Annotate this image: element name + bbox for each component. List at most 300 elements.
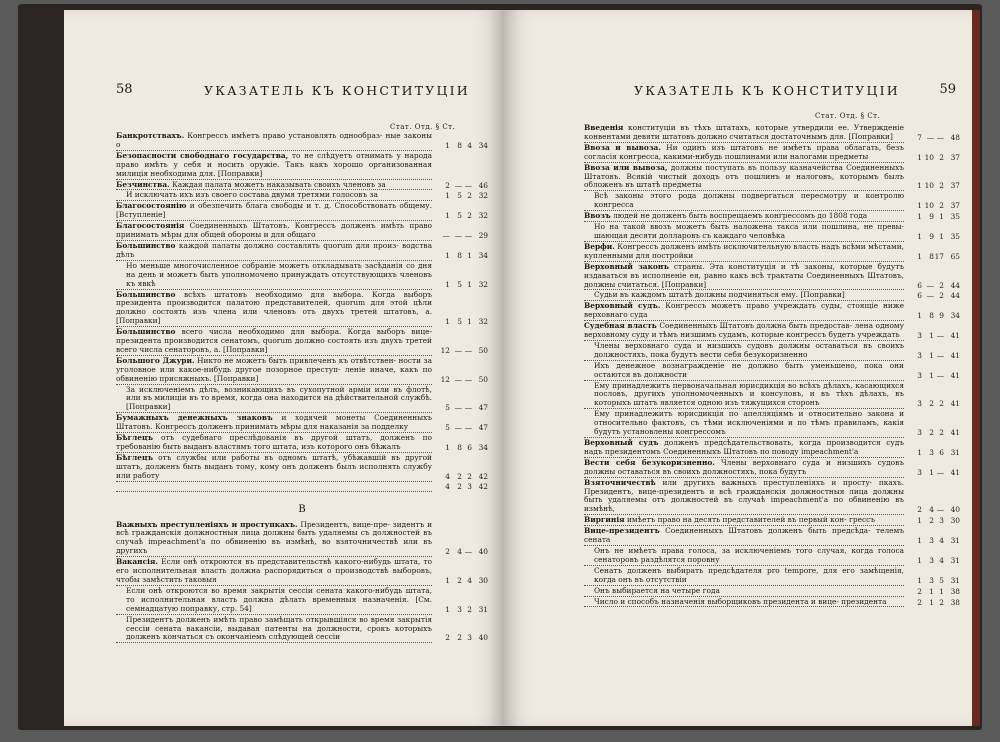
entry-text bbox=[116, 262, 432, 290]
entry-references bbox=[436, 424, 488, 433]
reference-number: 2 bbox=[467, 471, 472, 481]
reference-number: 8 bbox=[457, 140, 462, 150]
reference-number: 1 bbox=[917, 575, 922, 585]
entry-text bbox=[116, 181, 432, 191]
entry-references bbox=[436, 281, 488, 290]
reference-number: 34 bbox=[478, 443, 488, 452]
reference-number: 40 bbox=[478, 633, 488, 643]
reference-number: 37 bbox=[950, 181, 960, 191]
entry-text bbox=[584, 527, 904, 546]
reference-number: 41 bbox=[950, 467, 960, 477]
reference-number: — bbox=[454, 423, 462, 433]
entry-body: Но меньше многочисленное собраніе можетъ откладывать засѣданія со дня на день и можетъ быть уполномочено принуждать отсутствующихъ членовъ къ явкѣ bbox=[126, 260, 432, 288]
entry-references bbox=[436, 473, 488, 482]
entry-body: Каждая палата можетъ наказывать своихъ членовъ за bbox=[171, 179, 386, 189]
entry-term: Вакансія. bbox=[116, 557, 158, 567]
index-entry bbox=[116, 262, 488, 290]
index-entry bbox=[116, 291, 488, 328]
reference-number: 47 bbox=[478, 423, 488, 433]
entry-term: Вице-президентъ bbox=[584, 526, 660, 536]
index-entry bbox=[116, 357, 488, 385]
reference-number: 3 bbox=[917, 350, 922, 360]
entry-references bbox=[436, 232, 488, 241]
reference-number: 3 bbox=[917, 399, 922, 409]
reference-number: 1 bbox=[917, 311, 922, 321]
reference-number: 32 bbox=[478, 191, 488, 201]
entry-text bbox=[116, 152, 432, 180]
reference-number: — bbox=[454, 403, 462, 413]
index-entry bbox=[116, 434, 488, 453]
reference-number: 2 bbox=[939, 280, 944, 290]
reference-number: 5 bbox=[445, 403, 450, 413]
entry-body: Онъ выбирается на четыре года bbox=[594, 585, 720, 595]
reference-number: 31 bbox=[950, 447, 960, 457]
index-entry bbox=[116, 483, 488, 492]
index-entry bbox=[584, 144, 960, 163]
reference-number: 35 bbox=[950, 212, 960, 222]
entry-term: Большого Джури. bbox=[116, 355, 195, 365]
reference-number: 34 bbox=[478, 140, 488, 150]
reference-number: 42 bbox=[478, 481, 488, 491]
reference-number: 34 bbox=[950, 311, 960, 321]
reference-number: 5 bbox=[939, 575, 944, 585]
reference-number: — bbox=[926, 132, 934, 142]
entry-term: Благосостоянія bbox=[116, 221, 185, 231]
reference-number: — bbox=[454, 374, 462, 384]
reference-number: 65 bbox=[950, 251, 960, 261]
entry-text bbox=[584, 459, 904, 478]
reference-number: 31 bbox=[478, 604, 488, 614]
entry-body: и обезпечить блага свободы и т. д. Способствовать общему. [Вступленіе] bbox=[116, 201, 432, 220]
entry-references bbox=[436, 404, 488, 413]
reference-number: 2 bbox=[457, 575, 462, 585]
reference-number: — bbox=[464, 345, 472, 355]
reference-number: — bbox=[454, 231, 462, 241]
reference-number: 7 bbox=[917, 132, 922, 142]
entry-references bbox=[908, 213, 960, 222]
section-b-list bbox=[116, 132, 488, 492]
reference-number: 3 bbox=[467, 481, 472, 491]
entry-term: Безчинства. bbox=[116, 179, 170, 189]
reference-number: 1 bbox=[939, 231, 944, 241]
reference-number: 1 bbox=[445, 604, 450, 614]
index-entry bbox=[584, 362, 960, 381]
entry-references bbox=[436, 212, 488, 221]
reference-number: 1 bbox=[917, 181, 922, 191]
entry-references bbox=[908, 282, 960, 291]
entry-body: и ходячей монеты Соединенныхъ Штатовъ. Конгрессъ долженъ принимать мѣры для наказанія за подделку bbox=[116, 413, 432, 432]
entry-references bbox=[436, 347, 488, 356]
entry-body: имѣетъ право на десять представителей въ первый кон- грессъ bbox=[626, 515, 875, 525]
entry-body: Всѣ законы этого рода должны подвергаться пересмотру и контролю конгресса bbox=[594, 191, 904, 210]
reference-number: — bbox=[454, 345, 462, 355]
reference-number: 2 bbox=[929, 399, 934, 409]
index-entry bbox=[116, 328, 488, 356]
entry-body: Президентъ, вице-пре- зидентъ и всѣ гражданскія должностныя лица должны быть удаляемы съ должностей въ случаѣ impeachment'а по обвиненію въ измѣнѣ, во взяточничествѣ или въ другихъ bbox=[116, 519, 432, 556]
reference-number: 40 bbox=[478, 547, 488, 557]
index-entry bbox=[584, 212, 960, 222]
reference-number: 5 bbox=[445, 423, 450, 433]
entry-references bbox=[908, 577, 960, 586]
entry-body: страны. Эта конституція и тѣ законы, которые будутъ издаваться въ исполненіе ея, равно какъ всѣ трактаты Соединенныхъ Штатовъ, должны считаться. [Поправки] bbox=[584, 261, 904, 289]
entry-body: Но на такой ввозъ можетъ быть наложена такса или пошлина, не превы- шающая десяти долларовъ съ каждаго человѣка bbox=[594, 222, 904, 240]
entry-body: всѣхъ штатовъ необходимо для выбора. Когда выборъ президента производится палатою представителей, quorum для этой цѣли должно состоять изъ члена или членовъ отъ двухъ третей штатовъ, а. [Поправки] bbox=[116, 289, 432, 326]
reference-number: 31 bbox=[950, 536, 960, 546]
entry-references bbox=[908, 292, 960, 301]
reference-number: 3 bbox=[929, 575, 934, 585]
reference-number: 4 bbox=[445, 481, 450, 491]
entry-text bbox=[584, 223, 904, 242]
index-entry bbox=[116, 558, 488, 586]
entry-text bbox=[116, 191, 432, 201]
index-entry bbox=[116, 616, 488, 644]
reference-number: 37 bbox=[950, 201, 960, 211]
index-entry bbox=[584, 459, 960, 478]
index-entry bbox=[584, 223, 960, 242]
reference-number: 1 bbox=[929, 597, 934, 607]
entry-references bbox=[908, 253, 960, 262]
reference-number: 2 bbox=[939, 399, 944, 409]
entry-body: то не слѣдуетъ отнимать у народа право имѣть у себя и носить оружіе. Такъ какъ хорошо организованная милиція необходима для. [Поправки] bbox=[116, 150, 432, 178]
reference-number: — bbox=[936, 467, 944, 477]
reference-number: 2 bbox=[917, 586, 922, 596]
entry-references bbox=[436, 142, 488, 151]
entry-term: Введенія bbox=[584, 123, 624, 132]
entry-references bbox=[908, 182, 960, 191]
reference-number: 3 bbox=[929, 555, 934, 565]
entry-text bbox=[584, 263, 904, 291]
entry-text bbox=[116, 414, 432, 433]
book-spread bbox=[18, 4, 982, 730]
reference-number: — bbox=[926, 291, 934, 301]
index-entry bbox=[116, 222, 488, 241]
index-entry bbox=[116, 587, 488, 615]
index-entry bbox=[116, 242, 488, 261]
entry-term: Большинство bbox=[116, 327, 176, 337]
index-entry bbox=[584, 302, 960, 321]
reference-number: 2 bbox=[467, 211, 472, 221]
entry-references bbox=[908, 134, 960, 143]
entry-text bbox=[584, 439, 904, 458]
entry-references bbox=[436, 376, 488, 385]
reference-number: 40 bbox=[950, 505, 960, 515]
entry-term: Верховный судъ bbox=[584, 438, 659, 447]
entry-text bbox=[584, 164, 904, 192]
reference-number: 29 bbox=[478, 231, 488, 241]
entry-references bbox=[908, 506, 960, 515]
reference-number: 2 bbox=[445, 180, 450, 190]
entry-body: Судьи въ каждомъ штатѣ должны подчиняться ему. [Поправки] bbox=[594, 290, 845, 300]
entry-text bbox=[584, 547, 904, 566]
entry-body: Онъ не имѣетъ права голоса, за исключеніемъ того случая, когда голоса сенаторовъ раздѣлятся поровну bbox=[594, 545, 904, 564]
reference-number: — bbox=[464, 403, 472, 413]
entry-term: Большинство bbox=[116, 289, 176, 299]
entry-body: За исключеніемъ дѣлъ, возникающихъ въ сухопутной арміи или въ флотѣ, или въ милиціи въ то время, когда она находится на дѣйствительной службѣ. [Поправки] bbox=[126, 384, 432, 412]
reference-number: 1 bbox=[917, 152, 922, 162]
entry-references bbox=[436, 577, 488, 586]
running-head: УКАЗАТЕЛЬ КЪ КОНСТИТУЦІИ bbox=[204, 83, 470, 98]
index-entry bbox=[116, 414, 488, 433]
entry-text bbox=[116, 587, 432, 615]
entry-text bbox=[116, 291, 432, 328]
entry-body: Ему принадлежитъ юрисдикція по апелляціямъ и относительно закона и относительно фактовъ, съ тѣми исключеніями и по тѣмъ правиламъ, какія будутъ установлены конгрессомъ bbox=[594, 409, 904, 437]
reference-number: 4 bbox=[457, 547, 462, 557]
reference-number: 35 bbox=[950, 231, 960, 241]
reference-number: 8 bbox=[457, 443, 462, 452]
reference-number: 4 bbox=[445, 471, 450, 481]
reference-number: 3 bbox=[929, 447, 934, 457]
reference-number: 2 bbox=[457, 481, 462, 491]
entry-body: Соединенныхъ Штатовъ долженъ быть предсѣда- телемъ сената bbox=[584, 526, 904, 545]
entry-references bbox=[908, 449, 960, 458]
reference-number: 3 bbox=[939, 516, 944, 526]
entry-text bbox=[116, 483, 432, 492]
reference-number: 12 bbox=[440, 374, 450, 384]
entry-term: Верфи. bbox=[584, 241, 615, 251]
entry-text bbox=[116, 521, 432, 558]
entry-references bbox=[908, 537, 960, 546]
reference-number: 2 bbox=[939, 291, 944, 301]
index-entry bbox=[584, 587, 960, 597]
reference-number: 46 bbox=[478, 180, 488, 190]
entry-references bbox=[436, 483, 488, 492]
entry-body: отъ судебнаго преслѣдованія въ другой штатъ, долженъ по требованію быть выданъ властямъ того штата, изъ которого онъ бѣжалъ bbox=[116, 433, 432, 451]
reference-number: — bbox=[442, 231, 450, 241]
reference-number: 2 bbox=[457, 633, 462, 643]
reference-number: 1 bbox=[929, 370, 934, 380]
reference-number: 50 bbox=[478, 374, 488, 384]
entry-body: Число и способъ назначенія выборщиковъ президента и вице- президента bbox=[594, 596, 887, 606]
reference-number: 1 bbox=[445, 250, 450, 260]
entry-body: конституціи въ тѣхъ штатахъ, которые утвердили ее. Утвержденіе конвентами девяти штатовъ должно считаться достаточнымъ для. [Поправки] bbox=[584, 123, 904, 141]
reference-number: 50 bbox=[478, 345, 488, 355]
reference-number: 38 bbox=[950, 597, 960, 607]
entry-text bbox=[584, 291, 904, 301]
entry-text bbox=[584, 192, 904, 211]
running-head: УКАЗАТЕЛЬ КЪ КОНСТИТУЦІИ bbox=[634, 83, 900, 98]
entry-text bbox=[584, 598, 904, 608]
reference-number: 1 bbox=[939, 212, 944, 222]
entry-term: Бумажныхъ денежныхъ знаковъ bbox=[116, 413, 273, 423]
reference-number: 4 bbox=[939, 555, 944, 565]
reference-number: 2 bbox=[939, 181, 944, 191]
reference-number: 41 bbox=[950, 331, 960, 341]
reference-number: 2 bbox=[929, 516, 934, 526]
reference-number: 2 bbox=[445, 547, 450, 557]
index-entry bbox=[584, 439, 960, 458]
entry-body: или другихъ важныхъ преступленіяхъ и просту- пкахъ. Президентъ, вице-президентъ и всѣ гражданскія должностныя лица должны быть удаляемы отъ должностей въ случаѣ impeachment'а по обвиненію въ измѣнѣ, bbox=[584, 477, 904, 514]
reference-number: — bbox=[936, 370, 944, 380]
entry-text bbox=[116, 202, 432, 221]
reference-number: 1 bbox=[445, 279, 450, 289]
entry-text bbox=[584, 479, 904, 516]
entry-body: Ни одинъ изъ штатовъ не имѣетъ права облагать, безъ согласія конгресса, какими-нибудь пошлинами или налогами предметы bbox=[584, 142, 904, 161]
index-entry bbox=[116, 521, 488, 558]
reference-number: 1 bbox=[445, 443, 450, 452]
entry-references bbox=[436, 606, 488, 615]
entry-text bbox=[116, 558, 432, 586]
reference-number: 1 bbox=[445, 575, 450, 585]
entry-references bbox=[436, 252, 488, 261]
reference-number: 2 bbox=[445, 633, 450, 643]
reference-number: 30 bbox=[478, 575, 488, 585]
entry-term: Ввоза и вывоза. bbox=[584, 142, 661, 152]
reference-number: 1 bbox=[467, 279, 472, 289]
index-entry bbox=[584, 516, 960, 526]
entry-term: Бѣглецъ bbox=[116, 452, 154, 462]
reference-number: 1 bbox=[929, 467, 934, 477]
reference-number: 4 bbox=[929, 505, 934, 515]
reference-number: 17 bbox=[934, 251, 944, 261]
reference-number: — bbox=[464, 547, 472, 557]
reference-number: 2 bbox=[929, 428, 934, 438]
reference-number: 1 bbox=[467, 250, 472, 260]
reference-number: 9 bbox=[929, 212, 934, 222]
entry-term: Благосостоянію bbox=[116, 201, 187, 211]
entry-text bbox=[116, 454, 432, 482]
entry-text bbox=[584, 342, 904, 361]
entry-body: Ему принадлежитъ первоначальная юрисдикція во всѣхъ дѣлахъ, касающихся пословъ, другихъ уполномоченныхъ и консуловъ, и въ тѣхъ дѣлахъ, въ которыхъ штатъ является одною изъ тяжущихся сторонъ bbox=[594, 380, 904, 408]
reference-number: 6 bbox=[939, 447, 944, 457]
right-page bbox=[502, 10, 980, 726]
index-entry bbox=[116, 454, 488, 482]
entry-references bbox=[908, 599, 960, 608]
reference-number: 10 bbox=[924, 152, 934, 162]
left-page bbox=[64, 10, 504, 726]
reference-number: — bbox=[464, 231, 472, 241]
entry-references bbox=[436, 548, 488, 557]
entry-references bbox=[908, 372, 960, 381]
entry-text bbox=[116, 386, 432, 414]
entry-references bbox=[436, 444, 488, 453]
reference-number: 41 bbox=[950, 428, 960, 438]
reference-number: 1 bbox=[445, 140, 450, 150]
entry-references bbox=[908, 233, 960, 242]
index-entry bbox=[584, 322, 960, 341]
reference-number: — bbox=[936, 132, 944, 142]
reference-number: — bbox=[936, 331, 944, 341]
entry-text bbox=[116, 357, 432, 385]
reference-number: 1 bbox=[917, 201, 922, 211]
index-entry bbox=[584, 479, 960, 516]
reference-number: 1 bbox=[917, 516, 922, 526]
entry-list bbox=[584, 124, 960, 607]
index-entry bbox=[584, 192, 960, 211]
entry-body: долженъ предсѣдательствовать, когда производится судъ надъ президентомъ Соединенныхъ Штатовъ по поводу impeachment'а bbox=[584, 438, 904, 456]
reference-number: 3 bbox=[917, 467, 922, 477]
reference-number: 2 bbox=[939, 201, 944, 211]
entry-text bbox=[116, 222, 432, 241]
reference-number: 2 bbox=[457, 471, 462, 481]
entry-text bbox=[584, 243, 904, 262]
entry-body: Конгрессъ можетъ право учреждать суды, стоящіе ниже верховнаго суда bbox=[584, 301, 904, 320]
reference-number: 1 bbox=[917, 251, 922, 261]
entry-term: Вести себя безукоризненно. bbox=[584, 457, 715, 467]
reference-number: — bbox=[936, 350, 944, 360]
reference-number: 8 bbox=[457, 250, 462, 260]
reference-number: 12 bbox=[440, 345, 450, 355]
entry-references bbox=[908, 429, 960, 438]
reference-number: 2 bbox=[917, 505, 922, 515]
entry-term: Верховный судъ. bbox=[584, 301, 661, 311]
entry-term: Банкротствахъ. bbox=[116, 131, 185, 140]
index-entry bbox=[116, 202, 488, 221]
entry-references bbox=[908, 557, 960, 566]
page-number: 59 bbox=[939, 82, 956, 97]
entry-body: Никто не можетъ быть привлеченъ къ отвѣтствен- ности за уголовное или какое-нибудь другое позорное преступ- леніе иначе, какъ по обвиненію присяжныхъ. [Поправки] bbox=[116, 355, 432, 383]
entry-references bbox=[436, 192, 488, 201]
reference-number: 3 bbox=[917, 331, 922, 341]
index-entry bbox=[116, 132, 488, 151]
reference-number: 1 bbox=[467, 317, 472, 327]
entry-body: Конгрессъ долженъ имѣть исключительную власть надъ всѣми мѣстами, купленными для постройки bbox=[584, 241, 904, 260]
reference-number: 1 bbox=[929, 586, 934, 596]
reference-number: 6 bbox=[917, 280, 922, 290]
reference-number: 3 bbox=[467, 633, 472, 643]
entry-references bbox=[908, 312, 960, 321]
reference-number: 2 bbox=[467, 604, 472, 614]
reference-number: 1 bbox=[445, 211, 450, 221]
entry-body: должны поступать въ пользу казначейства Соединенныхъ Штатовъ. Всякій чистый доходъ отъ пошлинъ и налоговъ, которымъ былъ обложенъ въ штатѣ предметы bbox=[584, 162, 904, 190]
index-entry bbox=[584, 164, 960, 192]
reference-number: 5 bbox=[457, 317, 462, 327]
reference-number: 8 bbox=[929, 251, 934, 261]
index-entries bbox=[116, 132, 488, 644]
entry-body: Президентъ долженъ имѣть право замѣщать открывшіяся во время закрытія сессіи сената вакансіи, выдавая патенты на должности, срокъ которыхъ долженъ кончаться съ окончаніемъ слѣдующей сессіи bbox=[126, 614, 432, 642]
reference-number: 6 bbox=[467, 443, 472, 452]
entry-term: Важныхъ преступленіяхъ и проступкахъ. bbox=[116, 519, 298, 529]
index-entry bbox=[584, 342, 960, 361]
reference-number: 4 bbox=[939, 536, 944, 546]
reference-number: 5 bbox=[457, 191, 462, 201]
entry-references bbox=[436, 634, 488, 643]
entry-text bbox=[116, 242, 432, 261]
entry-text bbox=[584, 144, 904, 163]
reference-number: 3 bbox=[457, 604, 462, 614]
reference-number: 32 bbox=[478, 211, 488, 221]
entry-references bbox=[436, 182, 488, 191]
entry-references bbox=[436, 318, 488, 327]
reference-number: 44 bbox=[950, 291, 960, 301]
entry-references bbox=[908, 469, 960, 478]
reference-number: 3 bbox=[917, 428, 922, 438]
reference-number: — bbox=[454, 180, 462, 190]
reference-number: 32 bbox=[478, 317, 488, 327]
reference-number: 30 bbox=[950, 516, 960, 526]
reference-number: 1 bbox=[929, 331, 934, 341]
reference-number: 3 bbox=[929, 536, 934, 546]
reference-number: 1 bbox=[929, 350, 934, 360]
index-entry bbox=[116, 152, 488, 180]
entry-text bbox=[584, 322, 904, 341]
index-entry bbox=[584, 527, 960, 546]
entry-references bbox=[908, 517, 960, 526]
reference-number: 44 bbox=[950, 280, 960, 290]
entry-term: Ввоза или вывоза, bbox=[584, 162, 668, 172]
reference-number: 5 bbox=[457, 211, 462, 221]
entry-body: Ихъ денежное вознагражденіе не должно быть уменьшено, пока они остаются въ должности bbox=[594, 360, 904, 379]
entry-references bbox=[908, 154, 960, 163]
index-entry bbox=[584, 547, 960, 566]
entry-body: отъ службы или работы въ одномъ штатѣ, убѣжавшій въ другой штатъ, долженъ быть выданъ тому, кому онъ долженъ былъ исполнять службу или работу bbox=[116, 452, 432, 480]
reference-number: 1 bbox=[917, 555, 922, 565]
reference-number: — bbox=[926, 280, 934, 290]
entry-term: Большинство bbox=[116, 240, 176, 250]
reference-number: 37 bbox=[950, 152, 960, 162]
entry-term: Виргинія bbox=[584, 515, 625, 525]
entry-references bbox=[908, 202, 960, 211]
entry-body: Члены верховнаго суда и низшихъ судовъ должны оставаться въ своихъ должностяхъ, пока будутъ bbox=[584, 457, 904, 476]
